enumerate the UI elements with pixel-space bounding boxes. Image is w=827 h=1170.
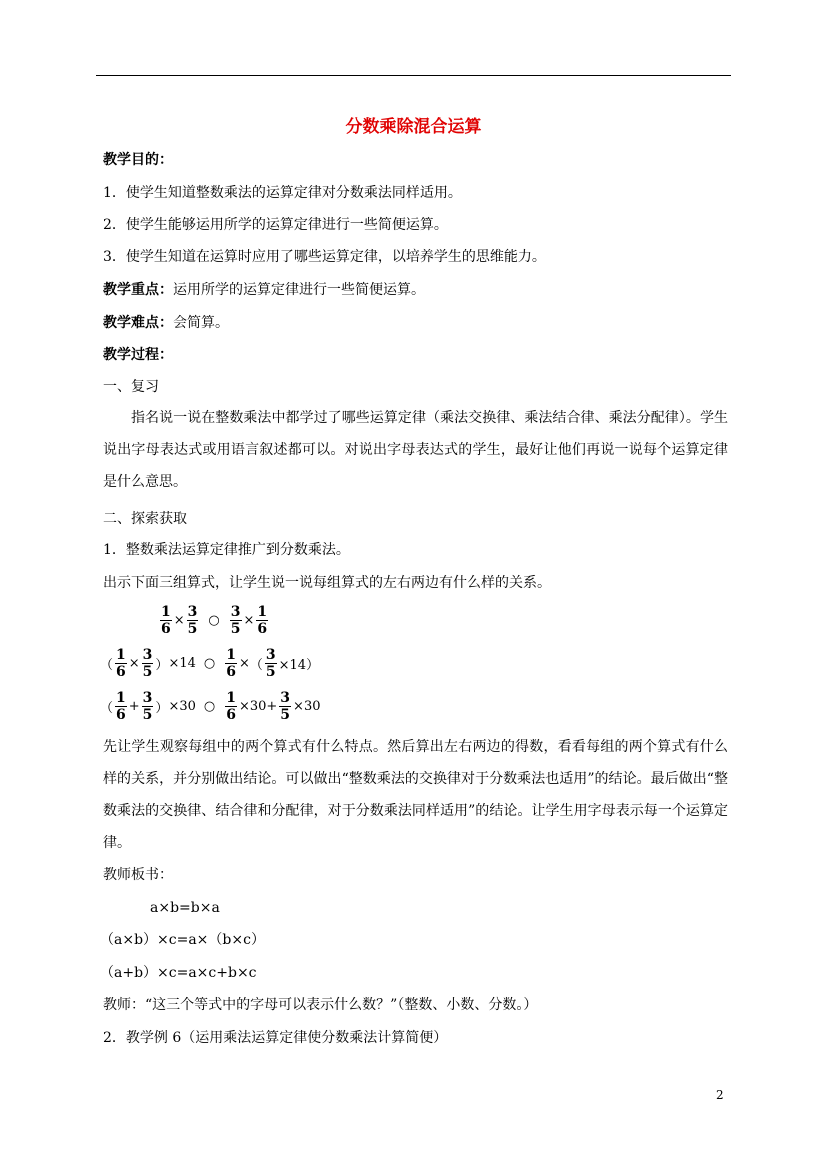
times-sign: × [243,612,255,628]
section2-item2: 2．教学例 6（运用乘法运算定律使分数乘法计算简便） [103,1030,448,1046]
fraction: $\frac{3}{5}$ [142,646,153,680]
board-formula-3: （a+b）×c=a×c+b×c [100,965,257,981]
key-point-label: 教学重点： [103,282,173,298]
fraction: $\frac{1}{6}$ [116,646,126,680]
difficulty [103,313,229,333]
objective-1: 1．使学生知道整数乘法的运算定律对分数乘法同样适用。 [103,185,462,201]
fraction: $\frac{3}{5}$ [230,603,241,637]
key-point-text: 运用所学的运算定律进行一些简便运算。 [173,282,425,298]
fraction: $\frac{1}{6}$ [161,603,171,637]
fraction: $\frac{3}{5}$ [265,646,276,680]
times-sign: × [173,612,185,628]
page-title: 分数乘除混合运算 [345,117,482,137]
equation-row-1 [158,600,270,640]
comparison-circle: ○ [203,698,216,714]
page-number: 2 [716,1088,724,1102]
times-30-plus: ×30+ [238,698,278,714]
objective-2: 2．使学生能够运用所学的运算定律进行一些简便运算。 [103,217,448,233]
fraction: $\frac{1}{6}$ [116,689,126,723]
objective-3: 3．使学生知道在运算时应用了哪些运算定律，以培养学生的思维能力。 [103,249,546,265]
times-14-close: ×14） [278,657,320,673]
process-heading: 教学过程： [103,347,173,363]
fraction: $\frac{3}{5}$ [142,689,153,723]
times-sign: × [238,655,250,671]
comparison-circle: ○ [203,655,216,671]
section2-item1: 1．整数乘法运算定律推广到分数乘法。 [103,542,350,558]
objectives-heading: 教学目的： [103,152,173,168]
fraction: $\frac{3}{5}$ [280,689,291,723]
left-paren: （ [100,700,114,716]
times-30: ×30 [293,698,321,714]
right-paren: ） [155,657,169,673]
section2-intro: 出示下面三组算式，让学生说一说每组算式的左右两边有什么样的关系。 [103,575,551,591]
teacher-question: 教师：“这三个等式中的字母可以表示什么数？”（整数、小数、分数。） [103,997,538,1013]
fraction: $\frac{3}{5}$ [187,603,198,637]
header-rule [96,75,731,76]
equation-row-3 [100,686,320,726]
board-label: 教师板书： [103,867,173,883]
difficulty-label: 教学难点： [103,315,173,331]
times-14: ×14 [168,655,196,671]
section2-heading: 二、探索获取 [103,511,187,527]
left-paren: （ [249,657,263,673]
times-30: ×30 [168,698,196,714]
equation-row-2 [100,643,319,683]
comparison-circle: ○ [208,612,220,628]
board-formula-2: （a×b）×c=a×（b×c） [100,932,265,948]
difficulty-text: 会简算。 [173,315,229,331]
times-sign: × [128,655,140,671]
section2-paragraph: 先让学生观察每组中的两个算式有什么特点。然后算出左右两边的得数，看看每组的两个算式有什么样的关系，并分别做出结论。可以做出“整数乘法的交换律对于分数乘法也适用”的结论。最后做出“整数乘法的交换律、结合律和分配律，对于分数乘法同样适用”的结论。让学生用字母表示每一个运算定律。 [103,739,728,851]
key-point [103,280,425,300]
plus-sign: + [128,698,140,714]
fraction: $\frac{1}{6}$ [226,646,236,680]
right-paren: ） [155,700,169,716]
left-paren: （ [100,657,114,673]
fraction: $\frac{1}{6}$ [226,689,236,723]
board-formula-1: a×b=b×a [150,900,220,916]
section1-paragraph: 指名说一说在整数乘法中都学过了哪些运算定律（乘法交换律、乘法结合律、乘法分配律）。学生说出字母表达式或用语言叙述都可以。对说出字母表达式的学生，最好让他们再说一说每个运算定律是什么意思。 [103,410,728,490]
fraction: $\frac{1}{6}$ [257,603,268,637]
section1-heading: 一、复习 [103,379,159,395]
